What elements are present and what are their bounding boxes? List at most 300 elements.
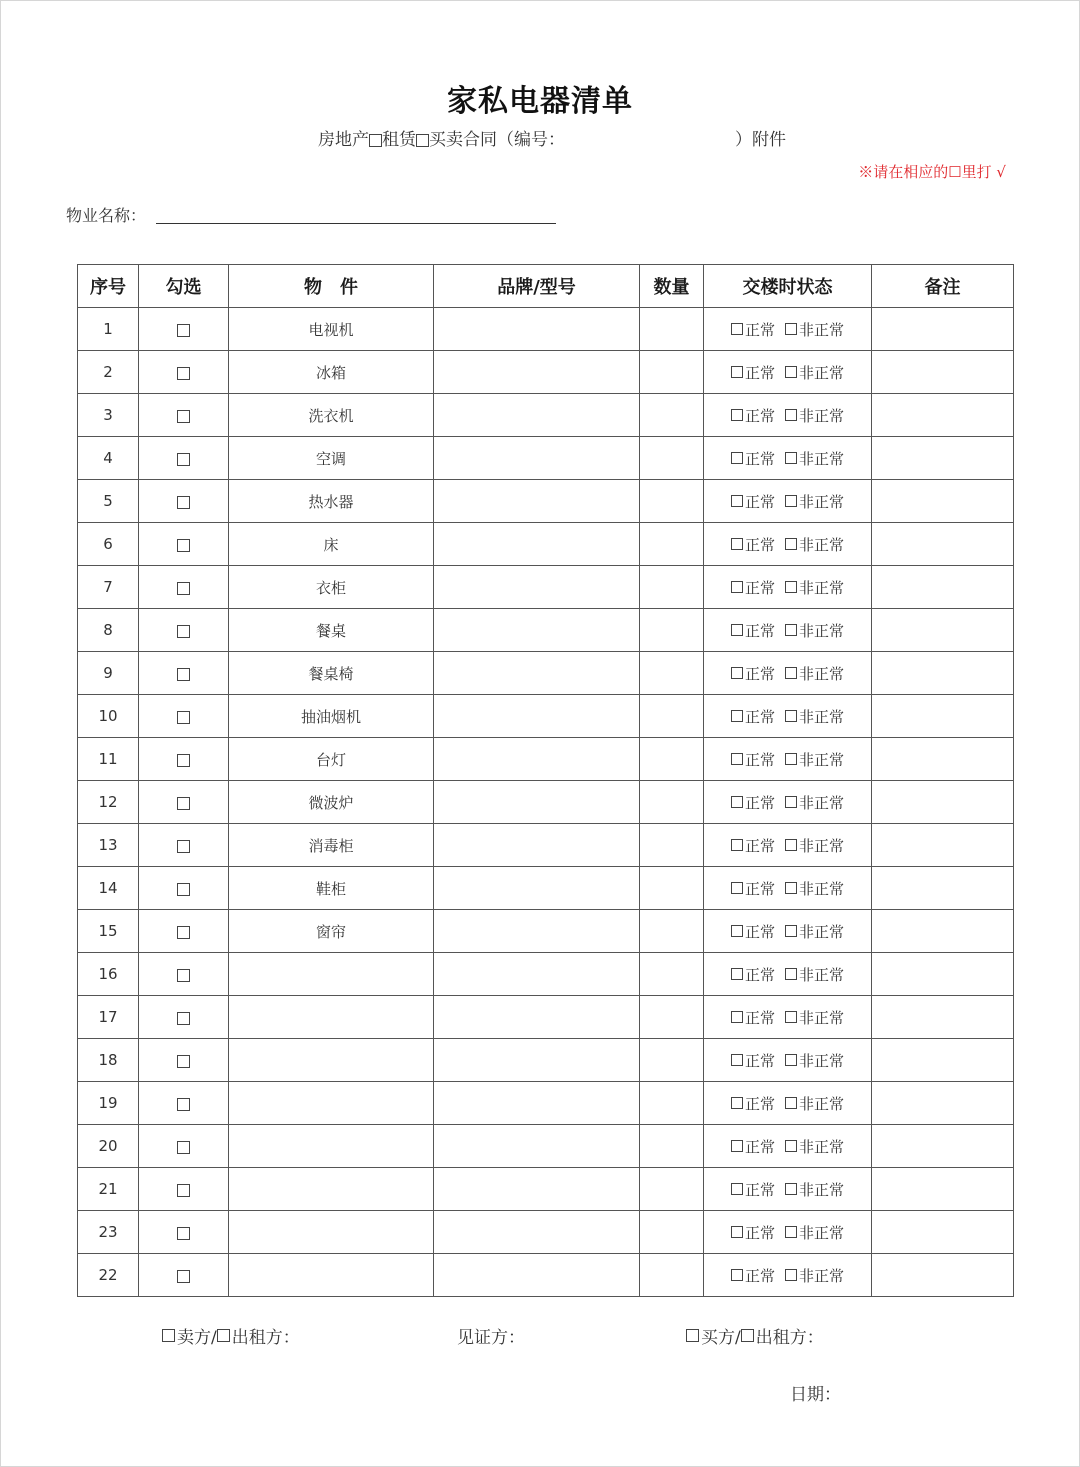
brand-model-cell[interactable]: [434, 695, 640, 738]
quantity-cell[interactable]: [640, 1211, 704, 1254]
status-abnormal-checkbox[interactable]: [785, 323, 797, 335]
table-row: [78, 351, 1014, 394]
row-select-checkbox[interactable]: [177, 1098, 190, 1111]
status-normal-checkbox[interactable]: [731, 538, 743, 550]
brand-model-cell[interactable]: [434, 953, 640, 996]
select-cell: [139, 996, 229, 1039]
status-normal-checkbox[interactable]: [731, 1226, 743, 1238]
status-normal-option[interactable]: [731, 1007, 775, 1028]
property-name-input-line[interactable]: [156, 223, 556, 224]
row-number: 8: [78, 609, 139, 652]
status-abnormal-checkbox[interactable]: [785, 925, 797, 937]
row-number: 21: [78, 1168, 139, 1211]
status-normal-checkbox[interactable]: [731, 753, 743, 765]
select-cell: [139, 953, 229, 996]
status-abnormal-checkbox[interactable]: [785, 495, 797, 507]
brand-model-cell[interactable]: [434, 738, 640, 781]
remarks-cell[interactable]: [872, 996, 1014, 1039]
lease-checkbox[interactable]: [369, 134, 382, 147]
brand-model-cell[interactable]: [434, 781, 640, 824]
status-normal-option[interactable]: [731, 491, 775, 512]
row-select-checkbox[interactable]: [177, 840, 190, 853]
status-abnormal-option[interactable]: [785, 620, 844, 641]
row-select-checkbox[interactable]: [177, 582, 190, 595]
row-select-checkbox[interactable]: [177, 797, 190, 810]
status-normal-checkbox[interactable]: [731, 796, 743, 808]
row-number: 7: [78, 566, 139, 609]
status-abnormal-checkbox[interactable]: [785, 366, 797, 378]
select-cell: [139, 566, 229, 609]
brand-model-cell[interactable]: [434, 1168, 640, 1211]
seller-checkbox[interactable]: [162, 1329, 175, 1342]
header-item: 物 件: [229, 265, 434, 308]
brand-model-cell[interactable]: [434, 609, 640, 652]
status-abnormal-checkbox[interactable]: [785, 1140, 797, 1152]
row-select-checkbox[interactable]: [177, 883, 190, 896]
row-select-checkbox[interactable]: [177, 926, 190, 939]
status-normal-checkbox[interactable]: [731, 452, 743, 464]
status-normal-checkbox[interactable]: [731, 925, 743, 937]
row-select-checkbox[interactable]: [177, 625, 190, 638]
status-abnormal-checkbox[interactable]: [785, 1054, 797, 1066]
status-abnormal-checkbox[interactable]: [785, 1269, 797, 1281]
select-cell: [139, 480, 229, 523]
select-cell: [139, 437, 229, 480]
status-normal-option[interactable]: [731, 1136, 775, 1157]
remarks-cell[interactable]: [872, 1082, 1014, 1125]
table-row: [78, 1125, 1014, 1168]
status-abnormal-label: 非正常: [799, 793, 845, 812]
brand-model-cell[interactable]: [434, 1125, 640, 1168]
remarks-cell[interactable]: [872, 1125, 1014, 1168]
status-abnormal-option[interactable]: [785, 706, 844, 727]
status-normal-option[interactable]: [731, 577, 775, 598]
row-select-checkbox[interactable]: [177, 1184, 190, 1197]
status-abnormal-checkbox[interactable]: [785, 796, 797, 808]
brand-model-cell[interactable]: [434, 566, 640, 609]
quantity-cell[interactable]: [640, 867, 704, 910]
quantity-cell[interactable]: [640, 738, 704, 781]
status-normal-label: 正常: [744, 578, 775, 597]
handover-status-cell: [704, 1168, 872, 1211]
status-normal-checkbox[interactable]: [731, 882, 743, 894]
status-normal-option[interactable]: [731, 620, 775, 641]
quantity-cell[interactable]: [640, 824, 704, 867]
quantity-cell[interactable]: [640, 566, 704, 609]
quantity-cell[interactable]: [640, 480, 704, 523]
inventory-body: [78, 308, 1014, 1297]
quantity-cell[interactable]: [640, 394, 704, 437]
status-abnormal-option[interactable]: [785, 491, 844, 512]
table-row: [78, 996, 1014, 1039]
item-name[interactable]: 微波炉: [229, 781, 434, 824]
date-label: 日期：: [790, 1385, 841, 1405]
quantity-cell[interactable]: [640, 437, 704, 480]
status-abnormal-checkbox[interactable]: [785, 452, 797, 464]
status-abnormal-checkbox[interactable]: [785, 753, 797, 765]
status-normal-option[interactable]: [731, 1050, 775, 1071]
status-normal-checkbox[interactable]: [731, 839, 743, 851]
item-name[interactable]: [229, 1082, 434, 1125]
status-normal-checkbox[interactable]: [731, 1183, 743, 1195]
item-name[interactable]: 空调: [229, 437, 434, 480]
brand-model-cell[interactable]: [434, 1254, 640, 1297]
status-normal-label: 正常: [744, 836, 775, 855]
status-normal-option[interactable]: [731, 749, 775, 770]
remarks-cell[interactable]: [872, 1254, 1014, 1297]
status-normal-option[interactable]: [731, 448, 775, 469]
quantity-cell[interactable]: [640, 652, 704, 695]
row-select-checkbox[interactable]: [177, 367, 190, 380]
handover-status-cell: [704, 566, 872, 609]
brand-model-cell[interactable]: [434, 1039, 640, 1082]
brand-model-cell[interactable]: [434, 351, 640, 394]
quantity-cell[interactable]: [640, 1254, 704, 1297]
row-select-checkbox[interactable]: [177, 1012, 190, 1025]
buyer-checkbox[interactable]: [686, 1329, 699, 1342]
item-name[interactable]: 热水器: [229, 480, 434, 523]
status-normal-checkbox[interactable]: [731, 1011, 743, 1023]
status-normal-checkbox[interactable]: [731, 1054, 743, 1066]
handover-status-cell: [704, 781, 872, 824]
row-number: 23: [78, 1211, 139, 1254]
lessee-checkbox[interactable]: [741, 1329, 754, 1342]
status-normal-option[interactable]: [731, 792, 775, 813]
status-normal-option[interactable]: [731, 1093, 775, 1114]
row-number: 9: [78, 652, 139, 695]
lessor-checkbox[interactable]: [217, 1329, 230, 1342]
select-cell: [139, 652, 229, 695]
status-abnormal-label: 非正常: [799, 750, 845, 769]
handover-status-cell: [704, 1254, 872, 1297]
row-number: 10: [78, 695, 139, 738]
remarks-cell[interactable]: [872, 437, 1014, 480]
quantity-cell[interactable]: [640, 523, 704, 566]
row-number: 3: [78, 394, 139, 437]
remarks-cell[interactable]: [872, 781, 1014, 824]
item-name[interactable]: [229, 996, 434, 1039]
status-abnormal-option[interactable]: [785, 1222, 844, 1243]
row-select-checkbox[interactable]: [177, 668, 190, 681]
status-abnormal-label: 非正常: [799, 707, 845, 726]
status-normal-option[interactable]: [731, 534, 775, 555]
brand-model-cell[interactable]: [434, 910, 640, 953]
table-row: [78, 308, 1014, 351]
quantity-cell[interactable]: [640, 1125, 704, 1168]
status-abnormal-label: 非正常: [799, 449, 845, 468]
item-name[interactable]: [229, 953, 434, 996]
item-name[interactable]: 床: [229, 523, 434, 566]
status-normal-label: 正常: [744, 965, 775, 984]
row-select-checkbox[interactable]: [177, 324, 190, 337]
item-name[interactable]: 抽油烟机: [229, 695, 434, 738]
handover-status-cell: [704, 351, 872, 394]
remarks-cell[interactable]: [872, 738, 1014, 781]
brand-model-cell[interactable]: [434, 996, 640, 1039]
remarks-cell[interactable]: [872, 394, 1014, 437]
row-number: 17: [78, 996, 139, 1039]
table-row: [78, 738, 1014, 781]
status-abnormal-checkbox[interactable]: [785, 839, 797, 851]
status-abnormal-label: 非正常: [799, 492, 845, 511]
row-select-checkbox[interactable]: [177, 1055, 190, 1068]
remarks-cell[interactable]: [872, 566, 1014, 609]
remarks-cell[interactable]: [872, 351, 1014, 394]
status-abnormal-option[interactable]: [785, 319, 844, 340]
brand-model-cell[interactable]: [434, 394, 640, 437]
status-normal-option[interactable]: [731, 964, 775, 985]
item-name[interactable]: 消毒柜: [229, 824, 434, 867]
status-abnormal-option[interactable]: [785, 534, 844, 555]
handover-status-cell: [704, 1211, 872, 1254]
status-normal-label: 正常: [744, 621, 775, 640]
status-normal-checkbox[interactable]: [731, 667, 743, 679]
sale-checkbox[interactable]: [416, 134, 429, 147]
row-select-checkbox[interactable]: [177, 539, 190, 552]
status-normal-option[interactable]: [731, 1179, 775, 1200]
remarks-cell[interactable]: [872, 308, 1014, 351]
status-abnormal-option[interactable]: [785, 1179, 844, 1200]
status-abnormal-option[interactable]: [785, 448, 844, 469]
remarks-cell[interactable]: [872, 1168, 1014, 1211]
status-normal-checkbox[interactable]: [731, 1140, 743, 1152]
handover-status-cell: [704, 1082, 872, 1125]
status-abnormal-label: 非正常: [799, 320, 845, 339]
witness-label: 见证方：: [457, 1328, 525, 1348]
status-abnormal-checkbox[interactable]: [785, 1226, 797, 1238]
quantity-cell[interactable]: [640, 781, 704, 824]
inventory-table: [77, 264, 1014, 1297]
status-normal-option[interactable]: [731, 1222, 775, 1243]
status-normal-checkbox[interactable]: [731, 710, 743, 722]
row-number: 4: [78, 437, 139, 480]
quantity-cell[interactable]: [640, 695, 704, 738]
status-normal-checkbox[interactable]: [731, 1269, 743, 1281]
status-abnormal-option[interactable]: [785, 792, 844, 813]
status-abnormal-label: 非正常: [799, 1051, 845, 1070]
status-abnormal-option[interactable]: [785, 749, 844, 770]
remarks-cell[interactable]: [872, 480, 1014, 523]
table-row: [78, 566, 1014, 609]
quantity-cell[interactable]: [640, 996, 704, 1039]
remarks-cell[interactable]: [872, 652, 1014, 695]
status-normal-label: 正常: [744, 664, 775, 683]
row-select-checkbox[interactable]: [177, 453, 190, 466]
select-cell: [139, 781, 229, 824]
quantity-cell[interactable]: [640, 910, 704, 953]
status-abnormal-checkbox[interactable]: [785, 968, 797, 980]
seller-label: 卖方/: [177, 1328, 217, 1348]
item-name[interactable]: [229, 1168, 434, 1211]
item-name[interactable]: [229, 1039, 434, 1082]
status-abnormal-label: 非正常: [799, 879, 845, 898]
item-name[interactable]: [229, 1211, 434, 1254]
status-abnormal-label: 非正常: [799, 1094, 845, 1113]
row-select-checkbox[interactable]: [177, 711, 190, 724]
quantity-cell[interactable]: [640, 953, 704, 996]
row-select-checkbox[interactable]: [177, 1270, 190, 1283]
select-cell: [139, 738, 229, 781]
remarks-cell[interactable]: [872, 695, 1014, 738]
select-cell: [139, 867, 229, 910]
status-normal-checkbox[interactable]: [731, 366, 743, 378]
status-abnormal-checkbox[interactable]: [785, 581, 797, 593]
status-normal-label: 正常: [744, 1094, 775, 1113]
item-name[interactable]: 冰箱: [229, 351, 434, 394]
remarks-cell[interactable]: [872, 523, 1014, 566]
item-name[interactable]: 衣柜: [229, 566, 434, 609]
select-cell: [139, 1168, 229, 1211]
status-abnormal-checkbox[interactable]: [785, 1011, 797, 1023]
status-abnormal-label: 非正常: [799, 578, 845, 597]
brand-model-cell[interactable]: [434, 480, 640, 523]
status-abnormal-option[interactable]: [785, 964, 844, 985]
table-row: [78, 1168, 1014, 1211]
status-normal-label: 正常: [744, 707, 775, 726]
select-cell: [139, 1039, 229, 1082]
row-select-checkbox[interactable]: [177, 410, 190, 423]
brand-model-cell[interactable]: [434, 523, 640, 566]
status-abnormal-checkbox[interactable]: [785, 538, 797, 550]
row-number: 20: [78, 1125, 139, 1168]
status-abnormal-checkbox[interactable]: [785, 710, 797, 722]
status-abnormal-option[interactable]: [785, 1050, 844, 1071]
handover-status-cell: [704, 308, 872, 351]
status-abnormal-option[interactable]: [785, 405, 844, 426]
remarks-cell[interactable]: [872, 867, 1014, 910]
table-row: [78, 1211, 1014, 1254]
table-row: [78, 523, 1014, 566]
remarks-cell[interactable]: [872, 953, 1014, 996]
quantity-cell[interactable]: [640, 1168, 704, 1211]
subtitle-lease: 租赁: [382, 130, 416, 150]
brand-model-cell[interactable]: [434, 308, 640, 351]
row-select-checkbox[interactable]: [177, 496, 190, 509]
status-abnormal-option[interactable]: [785, 577, 844, 598]
brand-model-cell[interactable]: [434, 1211, 640, 1254]
status-abnormal-option[interactable]: [785, 1136, 844, 1157]
status-abnormal-option[interactable]: [785, 1007, 844, 1028]
status-abnormal-option[interactable]: [785, 1093, 844, 1114]
status-normal-checkbox[interactable]: [731, 323, 743, 335]
status-normal-checkbox[interactable]: [731, 968, 743, 980]
status-normal-label: 正常: [744, 1051, 775, 1070]
status-abnormal-checkbox[interactable]: [785, 409, 797, 421]
status-abnormal-checkbox[interactable]: [785, 1097, 797, 1109]
status-normal-option[interactable]: [731, 663, 775, 684]
status-abnormal-label: 非正常: [799, 535, 845, 554]
item-name[interactable]: [229, 1254, 434, 1297]
brand-model-cell[interactable]: [434, 652, 640, 695]
status-normal-option[interactable]: [731, 878, 775, 899]
item-name[interactable]: 电视机: [229, 308, 434, 351]
table-row: [78, 480, 1014, 523]
quantity-cell[interactable]: [640, 1039, 704, 1082]
status-abnormal-checkbox[interactable]: [785, 667, 797, 679]
status-normal-option[interactable]: [731, 1265, 775, 1286]
item-name[interactable]: 餐桌: [229, 609, 434, 652]
remarks-cell[interactable]: [872, 824, 1014, 867]
status-abnormal-option[interactable]: [785, 362, 844, 383]
seller-signature: [162, 1323, 300, 1348]
item-name[interactable]: 台灯: [229, 738, 434, 781]
status-normal-label: 正常: [744, 1008, 775, 1027]
row-select-checkbox[interactable]: [177, 1227, 190, 1240]
handover-status-cell: [704, 824, 872, 867]
handover-status-cell: [704, 1039, 872, 1082]
status-abnormal-checkbox[interactable]: [785, 624, 797, 636]
status-normal-option[interactable]: [731, 706, 775, 727]
remarks-cell[interactable]: [872, 609, 1014, 652]
remarks-cell[interactable]: [872, 910, 1014, 953]
lessor-label: 出租方：: [231, 1328, 300, 1348]
row-select-checkbox[interactable]: [177, 754, 190, 767]
row-number: 12: [78, 781, 139, 824]
status-normal-checkbox[interactable]: [731, 581, 743, 593]
item-name[interactable]: 鞋柜: [229, 867, 434, 910]
row-number: 5: [78, 480, 139, 523]
quantity-cell[interactable]: [640, 351, 704, 394]
buyer-signature: [686, 1323, 824, 1348]
status-normal-label: 正常: [744, 492, 775, 511]
status-abnormal-option[interactable]: [785, 663, 844, 684]
select-cell: [139, 308, 229, 351]
status-normal-option[interactable]: [731, 405, 775, 426]
item-name[interactable]: [229, 1125, 434, 1168]
table-row: [78, 609, 1014, 652]
quantity-cell[interactable]: [640, 1082, 704, 1125]
status-normal-option[interactable]: [731, 921, 775, 942]
status-abnormal-label: 非正常: [799, 922, 845, 941]
subtitle-suffix: ）附件: [735, 130, 786, 150]
row-number: 14: [78, 867, 139, 910]
status-normal-checkbox[interactable]: [731, 495, 743, 507]
select-cell: [139, 695, 229, 738]
handover-status-cell: [704, 1125, 872, 1168]
row-select-checkbox[interactable]: [177, 1141, 190, 1154]
brand-model-cell[interactable]: [434, 1082, 640, 1125]
brand-model-cell[interactable]: [434, 437, 640, 480]
status-abnormal-option[interactable]: [785, 878, 844, 899]
row-select-checkbox[interactable]: [177, 969, 190, 982]
quantity-cell[interactable]: [640, 308, 704, 351]
item-name[interactable]: 餐桌椅: [229, 652, 434, 695]
status-normal-checkbox[interactable]: [731, 624, 743, 636]
check-instruction: ※请在相应的☐里打 √: [858, 163, 1006, 181]
status-abnormal-option[interactable]: [785, 1265, 844, 1286]
handover-status-cell: [704, 910, 872, 953]
item-name[interactable]: 窗帘: [229, 910, 434, 953]
quantity-cell[interactable]: [640, 609, 704, 652]
status-normal-checkbox[interactable]: [731, 409, 743, 421]
brand-model-cell[interactable]: [434, 867, 640, 910]
status-abnormal-checkbox[interactable]: [785, 1183, 797, 1195]
status-abnormal-option[interactable]: [785, 921, 844, 942]
table-row: [78, 394, 1014, 437]
status-normal-checkbox[interactable]: [731, 1097, 743, 1109]
status-normal-option[interactable]: [731, 835, 775, 856]
table-row: [78, 695, 1014, 738]
status-abnormal-checkbox[interactable]: [785, 882, 797, 894]
status-abnormal-option[interactable]: [785, 835, 844, 856]
remarks-cell[interactable]: [872, 1211, 1014, 1254]
status-normal-option[interactable]: [731, 362, 775, 383]
status-normal-option[interactable]: [731, 319, 775, 340]
item-name[interactable]: 洗衣机: [229, 394, 434, 437]
select-cell: [139, 1211, 229, 1254]
brand-model-cell[interactable]: [434, 824, 640, 867]
remarks-cell[interactable]: [872, 1039, 1014, 1082]
